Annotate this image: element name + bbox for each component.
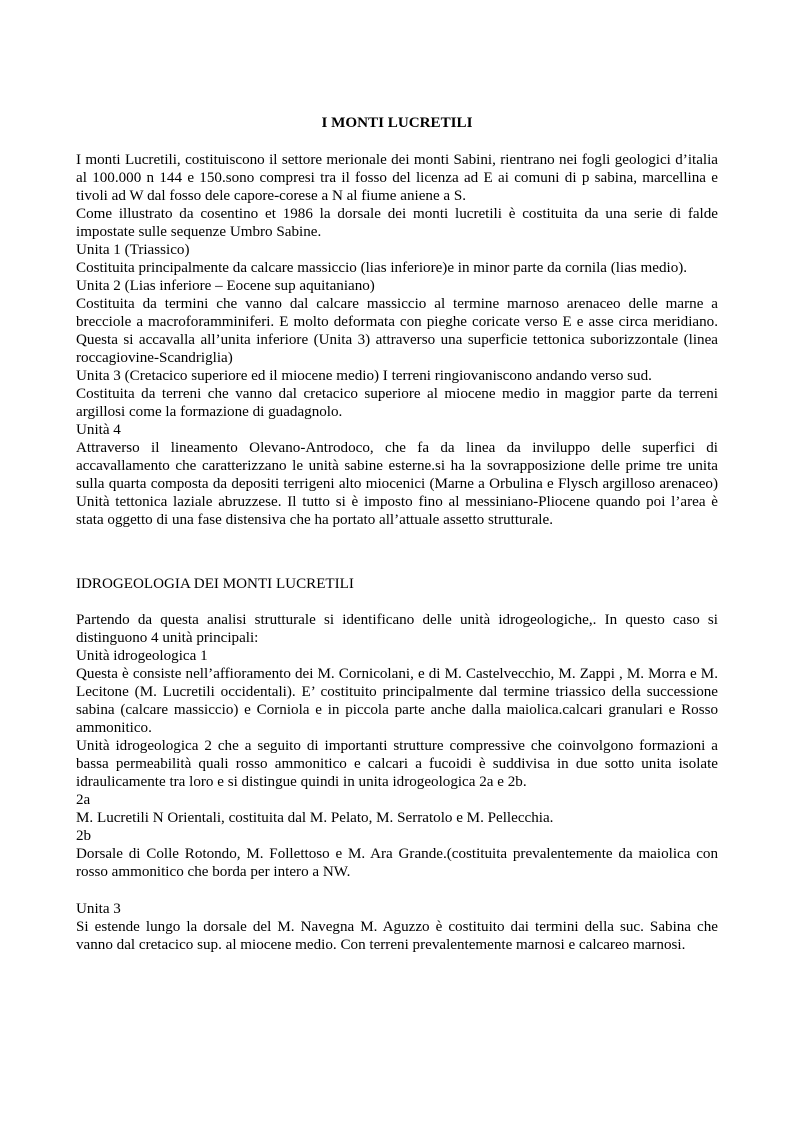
- document-page: [76, 114, 718, 954]
- heading-unita-idro-1: Unità idrogeologica 1: [76, 648, 208, 664]
- heading-unita-3: Unita 3 (Cretacico superiore ed il miocene medio) I terreni ringiovaniscono andando verso sud.: [76, 368, 652, 384]
- paragraph-unita-4: Attraverso il lineamento Olevano-Antrodoco, che fa da linea da inviluppo delle superfici di accavallamento che caratterizzano le unità sabine esterne.si ha la sovrapposizione delle prime tre unita sulla quarta composta da depositi terrigeni alto miocenici (Marne a Orbulina e Flysch argilloso arenaceo) Unità tettonica laziale abruzzese. Il tutto si è imposto fino al messiniano-Pliocene quando poi l’area è stata oggetto di una fase distensiva che ha portato all’attuale assetto strutturale.: [76, 440, 718, 528]
- paragraph-dorsale: Come illustrato da cosentino et 1986 la dorsale dei monti lucretili è costituita da una serie di falde impostate sulle sequenze Umbro Sabine.: [76, 206, 718, 240]
- paragraph-unita-3: Costituita da terreni che vanno dal cretacico superiore al miocene medio in maggior parte da terreni argillosi come la formazione di guadagnolo.: [76, 386, 718, 420]
- heading-unita-3-hydro: Unita 3: [76, 901, 121, 917]
- spacer: [76, 881, 718, 900]
- spacer: [76, 529, 718, 575]
- spacer: [76, 593, 718, 611]
- heading-unita-4: Unità 4: [76, 422, 121, 438]
- paragraph-unita-3-hydro: Si estende lungo la dorsale del M. Navegna M. Aguzzo è costituito dai termini della suc. Sabina che vanno dal cretacico sup. al miocene medio. Con terreni prevalentemente marnosi e calcareo marnosi.: [76, 919, 718, 953]
- paragraph-unita-idro-1: Questa è consiste nell’affioramento dei M. Cornicolani, e di M. Castelvecchio, M. Zappi , M. Morra e M. Lecitone (M. Lucretili occidentali). E’ costituito principalmente dal termine triassico della successione sabina (calcare massiccio) e Corniola e in piccola parte anche dalla maiolica.calcari granulari e Rosso ammonitico.: [76, 666, 718, 736]
- paragraph-2b: Dorsale di Colle Rotondo, M. Follettoso e M. Ara Grande.(costituita prevalentemente da maiolica con rosso ammonitico che borda per intero a NW.: [76, 846, 718, 880]
- section-heading-idrogeologia: IDROGEOLOGIA DEI MONTI LUCRETILI: [76, 576, 354, 592]
- heading-unita-1: Unita 1 (Triassico): [76, 242, 190, 258]
- paragraph-hydro-intro: Partendo da questa analisi strutturale si identificano delle unità idrogeologiche,. In questo caso si distinguono 4 unità principali:: [76, 612, 718, 646]
- paragraph-unita-1: Costituita principalmente da calcare massiccio (lias inferiore)e in minor parte da cornila (lias medio).: [76, 260, 688, 276]
- paragraph-2a: M. Lucretili N Orientali, costituita dal M. Pelato, M. Serratolo e M. Pellecchia.: [76, 810, 554, 826]
- paragraph-intro: I monti Lucretili, costituiscono il settore merionale dei monti Sabini, rientrano nei fogli geologici d’italia al 100.000 n 144 e 150.sono compresi tra il fosso del licenza ad E ai comuni di p sabina, marcellina e tivoli ad W dal fosso dele capore-corese a N al fiume aniene a S.: [76, 152, 718, 204]
- section-unita-3-hydro: [76, 900, 718, 954]
- section-geology: [76, 151, 718, 529]
- document-title: I MONTI LUCRETILI: [321, 115, 473, 131]
- paragraph-unita-2: Costituita da termini che vanno dal calcare massiccio al termine marnoso arenaceo delle marne a brecciole a macroforamminiferi. E molto deformata con pieghe coricate verso E e asse circa meridiano. Questa si accavalla all’unita inferiore (Unita 3) attraverso una superficie tettonica suborizzontale (linea roccagiovine-Scandriglia): [76, 296, 718, 366]
- paragraph-unita-idro-2: Unità idrogeologica 2 che a seguito di importanti strutture compressive che coinvolgono formazioni a bassa permeabilità quali rosso ammonitico e calcari a fucoidi è suddivisa in due sotto unita isolate idraulicamente tra loro e si distingue quindi in unita idrogeologica 2a e 2b.: [76, 738, 718, 790]
- section-hydrogeology: [76, 611, 718, 881]
- heading-2b: 2b: [76, 828, 92, 844]
- heading-unita-2: Unita 2 (Lias inferiore – Eocene sup aquitaniano): [76, 278, 375, 294]
- heading-2a: 2a: [76, 792, 91, 808]
